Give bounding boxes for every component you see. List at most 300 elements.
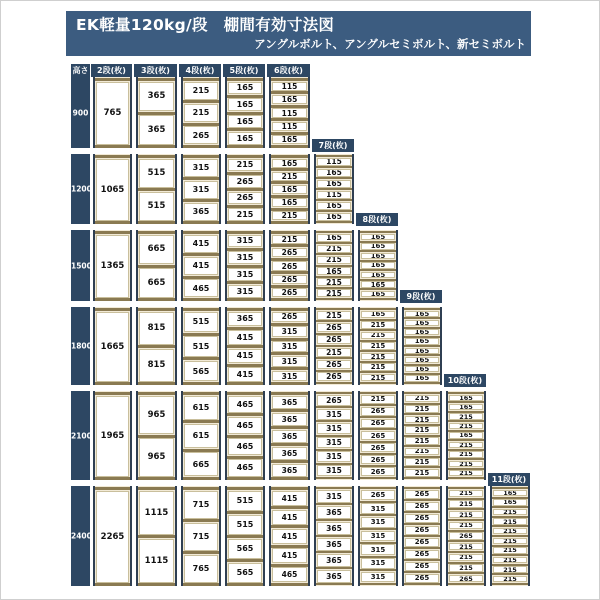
clearance-value: 265 <box>405 538 439 547</box>
row-height-value: 1200 <box>71 184 92 194</box>
clearance-value: 215 <box>317 245 351 253</box>
shelf-post-right <box>175 230 177 301</box>
clearance-value: 265 <box>405 562 439 571</box>
clearance-value: 315 <box>361 544 395 555</box>
clearance-value: 365 <box>272 413 307 426</box>
clearance-value: 965 <box>139 396 174 435</box>
shelf-post-left <box>181 307 183 385</box>
clearance-value: 215 <box>449 543 483 551</box>
clearance-value: 165 <box>405 348 439 354</box>
clearance-value: 465 <box>272 567 307 582</box>
shelf-post-left <box>181 77 183 148</box>
clearance-value: 315 <box>228 268 262 281</box>
clearance-value: 265 <box>361 419 395 428</box>
clearance-value: 765 <box>184 555 218 583</box>
clearance-value: 215 <box>493 518 527 525</box>
clearance-value: 215 <box>493 509 527 516</box>
shelf-post-right <box>308 77 310 148</box>
clearance-value: 165 <box>405 329 439 335</box>
clearance-value: 215 <box>272 235 307 244</box>
row-height-value: 1800 <box>71 341 92 351</box>
row-height-label <box>71 230 90 301</box>
shelf-unit <box>269 486 310 586</box>
shelf-post-right <box>396 486 398 586</box>
shelf-post-right <box>219 230 221 301</box>
shelf-post-left <box>93 307 95 385</box>
clearance-value: 265 <box>317 372 351 381</box>
shelf-board <box>183 583 219 586</box>
clearance-value: 315 <box>228 235 262 248</box>
shelf-unit <box>358 307 398 385</box>
clearance-value: 265 <box>361 431 395 440</box>
row-height-label <box>71 307 90 385</box>
clearance-value: 315 <box>228 285 262 298</box>
shelf-board <box>183 382 219 385</box>
clearance-value: 215 <box>361 353 395 361</box>
clearance-value: 2265 <box>96 491 129 583</box>
clearance-value: 715 <box>184 523 218 551</box>
shelf-unit <box>225 391 265 480</box>
clearance-value: 215 <box>449 413 483 419</box>
clearance-value: 1115 <box>139 539 174 583</box>
clearance-value: 165 <box>405 311 439 317</box>
shelf-unit <box>93 230 132 301</box>
clearance-value: 165 <box>449 395 483 401</box>
clearance-value: 365 <box>317 538 351 551</box>
clearance-value: 215 <box>272 211 307 220</box>
clearance-value: 765 <box>96 82 129 145</box>
clearance-value: 165 <box>272 185 307 194</box>
clearance-value: 165 <box>317 234 351 242</box>
clearance-value: 165 <box>493 499 527 506</box>
shelf-post-left <box>269 307 271 385</box>
clearance-value: 1115 <box>139 491 174 535</box>
shelf-unit <box>181 77 221 148</box>
clearance-value: 215 <box>405 469 439 477</box>
column-header: 9段(枚) <box>400 290 442 303</box>
clearance-value: 165 <box>272 95 307 104</box>
clearance-value: 715 <box>184 491 218 519</box>
column-header: 7段(枚) <box>312 139 354 152</box>
shelf-post-right <box>175 77 177 148</box>
shelf-post-right <box>440 307 442 385</box>
clearance-value: 1665 <box>96 312 129 382</box>
shelf-board <box>316 221 352 223</box>
clearance-value: 365 <box>317 522 351 535</box>
clearance-value: 365 <box>272 430 307 443</box>
clearance-value: 215 <box>493 566 527 573</box>
clearance-value: 165 <box>405 338 439 344</box>
clearance-value: 365 <box>317 554 351 567</box>
clearance-value: 215 <box>317 289 351 297</box>
shelf-board <box>138 145 175 148</box>
shelf-unit <box>402 486 442 586</box>
clearance-value: 115 <box>272 122 307 131</box>
shelf-board <box>138 298 175 301</box>
clearance-value: 415 <box>272 510 307 525</box>
clearance-value: 515 <box>228 491 262 511</box>
shelf-post-right <box>130 486 132 586</box>
clearance-value: 415 <box>184 235 218 253</box>
shelf-post-right <box>352 230 354 301</box>
column-header: 4段(枚) <box>179 64 221 77</box>
clearance-value: 665 <box>139 235 174 265</box>
clearance-value: 215 <box>449 511 483 519</box>
clearance-value: 315 <box>361 531 395 542</box>
shelf-unit <box>93 307 132 385</box>
clearance-value: 215 <box>361 321 395 329</box>
page-title: EK軽量120kg/段 棚間有効寸法図 <box>76 16 335 34</box>
shelf-board <box>271 145 308 148</box>
shelf-post-right <box>308 391 310 480</box>
clearance-value: 265 <box>228 175 262 188</box>
clearance-value: 465 <box>228 396 262 413</box>
shelf-board <box>183 221 219 224</box>
clearance-value: 215 <box>493 576 527 583</box>
clearance-value: 215 <box>405 458 439 466</box>
clearance-value: 215 <box>449 554 483 562</box>
clearance-value: 215 <box>361 363 395 371</box>
shelf-post-right <box>130 77 132 148</box>
clearance-value: 515 <box>139 192 174 221</box>
shelf-unit <box>269 230 310 301</box>
shelf-board <box>271 583 308 586</box>
shelf-post-right <box>219 307 221 385</box>
clearance-value: 265 <box>272 261 307 270</box>
shelf-post-left <box>269 230 271 301</box>
shelf-post-right <box>130 230 132 301</box>
shelf-board <box>404 477 440 479</box>
column-header: 11段(枚) <box>488 473 530 486</box>
clearance-value: 265 <box>405 490 439 499</box>
shelf-board <box>95 583 130 586</box>
shelf-unit <box>225 77 265 148</box>
clearance-value: 265 <box>317 395 351 406</box>
clearance-value: 265 <box>272 288 307 297</box>
clearance-value: 215 <box>449 500 483 508</box>
shelf-board <box>492 583 528 585</box>
clearance-value: 315 <box>361 503 395 514</box>
clearance-value: 315 <box>317 409 351 420</box>
clearance-value: 315 <box>361 517 395 528</box>
shelf-post-left <box>93 391 95 480</box>
clearance-value: 215 <box>493 557 527 564</box>
shelf-post-left <box>181 486 183 586</box>
clearance-value: 1065 <box>96 159 129 221</box>
shelf-unit <box>358 230 398 301</box>
shelf-post-right <box>440 391 442 480</box>
shelf-board <box>183 477 219 480</box>
shelf-unit <box>314 154 354 224</box>
clearance-value: 315 <box>272 341 307 352</box>
clearance-value: 215 <box>405 395 439 403</box>
clearance-value: 465 <box>228 417 262 434</box>
clearance-value: 565 <box>228 563 262 583</box>
shelf-post-left <box>93 77 95 148</box>
clearance-value: 515 <box>228 515 262 535</box>
row-height-value: 1500 <box>71 261 92 270</box>
clearance-value: 515 <box>184 312 218 333</box>
clearance-value: 315 <box>228 251 262 264</box>
clearance-value: 165 <box>317 180 351 188</box>
column-header: 3段(枚) <box>134 64 177 77</box>
clearance-value: 165 <box>361 243 395 250</box>
clearance-value: 265 <box>361 490 395 501</box>
row-height-label <box>71 154 90 224</box>
clearance-value: 265 <box>272 275 307 284</box>
shelf-unit <box>314 391 354 480</box>
clearance-value: 565 <box>228 539 262 559</box>
clearance-value: 365 <box>139 115 174 145</box>
clearance-value: 465 <box>228 459 262 476</box>
shelf-unit <box>93 154 132 224</box>
clearance-value: 315 <box>272 356 307 367</box>
clearance-value: 315 <box>184 181 218 199</box>
shelf-board <box>138 583 175 586</box>
clearance-value: 215 <box>449 470 483 476</box>
clearance-value: 165 <box>272 135 307 144</box>
clearance-value: 1365 <box>96 235 129 298</box>
shelf-unit <box>314 230 354 301</box>
clearance-value: 165 <box>317 267 351 275</box>
clearance-value: 165 <box>449 404 483 410</box>
clearance-value: 215 <box>272 172 307 181</box>
clearance-value: 215 <box>405 405 439 413</box>
clearance-value: 215 <box>405 426 439 434</box>
clearance-value: 215 <box>449 442 483 448</box>
clearance-value: 265 <box>361 407 395 416</box>
clearance-value: 215 <box>361 342 395 350</box>
row-height-label <box>71 486 90 586</box>
corner-header-cell: 高さ <box>72 66 89 75</box>
shelf-board <box>316 382 352 384</box>
clearance-value: 215 <box>493 547 527 554</box>
shelf-unit <box>136 391 177 480</box>
shelf-post-right <box>528 486 530 586</box>
shelf-unit <box>446 391 486 480</box>
shelf-post-left <box>269 391 271 480</box>
clearance-value: 315 <box>361 558 395 569</box>
clearance-value: 165 <box>361 291 395 298</box>
clearance-value: 315 <box>317 423 351 434</box>
shelf-board <box>360 477 396 479</box>
clearance-value: 415 <box>228 349 262 364</box>
shelf-board <box>404 382 440 384</box>
clearance-value: 215 <box>317 348 351 357</box>
shelf-unit <box>402 307 442 385</box>
shelf-board <box>138 477 175 480</box>
row-height-value: 900 <box>72 108 89 117</box>
shelf-post-right <box>130 154 132 224</box>
clearance-value: 115 <box>317 158 351 166</box>
clearance-value: 165 <box>272 159 307 168</box>
clearance-value: 615 <box>184 396 218 420</box>
clearance-value: 165 <box>361 311 395 319</box>
clearance-value: 165 <box>361 234 395 241</box>
clearance-value: 365 <box>317 570 351 583</box>
shelf-board <box>448 583 484 585</box>
clearance-value: 265 <box>317 360 351 369</box>
clearance-value: 165 <box>405 366 439 372</box>
shelf-post-right <box>484 391 486 480</box>
clearance-value: 165 <box>361 272 395 279</box>
shelf-unit <box>358 391 398 480</box>
clearance-value: 315 <box>184 159 218 177</box>
shelf-unit <box>446 486 486 586</box>
shelf-post-right <box>308 154 310 224</box>
clearance-value: 215 <box>405 437 439 445</box>
clearance-value: 215 <box>449 423 483 429</box>
clearance-value: 315 <box>361 572 395 583</box>
clearance-value: 315 <box>317 465 351 476</box>
shelf-post-left <box>93 154 95 224</box>
clearance-value: 265 <box>317 335 351 344</box>
shelf-post-right <box>352 391 354 480</box>
clearance-value: 215 <box>405 416 439 424</box>
clearance-value: 165 <box>317 213 351 221</box>
shelf-unit <box>314 486 354 586</box>
shelf-board <box>227 145 263 148</box>
clearance-value: 265 <box>272 248 307 257</box>
clearance-value: 265 <box>449 532 483 540</box>
shelf-post-left <box>269 77 271 148</box>
clearance-value: 365 <box>228 312 262 327</box>
shelf-board <box>271 221 308 224</box>
shelf-post-right <box>263 230 265 301</box>
clearance-value: 415 <box>272 548 307 563</box>
clearance-value: 215 <box>493 528 527 535</box>
clearance-value: 965 <box>139 438 174 477</box>
clearance-value: 415 <box>184 257 218 275</box>
shelf-post-right <box>396 230 398 301</box>
clearance-value: 265 <box>405 550 439 559</box>
shelf-board <box>138 221 175 224</box>
shelf-board <box>138 382 175 385</box>
clearance-value: 265 <box>228 192 262 205</box>
clearance-value: 815 <box>139 312 174 345</box>
clearance-value: 165 <box>405 375 439 381</box>
clearance-value: 1965 <box>96 396 129 477</box>
shelf-unit <box>358 486 398 586</box>
shelf-unit <box>136 77 177 148</box>
clearance-value: 265 <box>361 467 395 476</box>
shelf-board <box>316 477 352 479</box>
clearance-value: 165 <box>361 262 395 269</box>
shelf-board <box>360 583 396 585</box>
clearance-value: 365 <box>272 464 307 477</box>
clearance-value: 265 <box>184 126 218 144</box>
clearance-value: 215 <box>449 461 483 467</box>
shelf-board <box>448 477 484 479</box>
clearance-value: 215 <box>405 448 439 456</box>
clearance-value: 115 <box>272 82 307 91</box>
row-height-label <box>71 391 90 480</box>
clearance-value: 115 <box>317 191 351 199</box>
shelf-post-right <box>308 486 310 586</box>
clearance-value: 165 <box>361 281 395 288</box>
shelf-board <box>360 382 396 384</box>
page-subtitle: アングルボルト、アングルセミボルト、新セミボルト <box>254 37 526 51</box>
shelf-post-right <box>175 307 177 385</box>
shelf-post-right <box>352 154 354 224</box>
clearance-value: 265 <box>405 526 439 535</box>
shelf-board <box>183 298 219 301</box>
shelf-board <box>271 477 308 480</box>
clearance-value: 165 <box>317 202 351 210</box>
clearance-value: 365 <box>272 447 307 460</box>
shelf-unit <box>136 486 177 586</box>
shelf-post-right <box>175 154 177 224</box>
shelf-unit <box>181 391 221 480</box>
shelf-post-left <box>181 230 183 301</box>
clearance-value: 465 <box>184 279 218 297</box>
clearance-value: 165 <box>228 115 262 128</box>
clearance-value: 365 <box>317 506 351 519</box>
clearance-value: 815 <box>139 349 174 382</box>
clearance-value: 215 <box>317 256 351 264</box>
clearance-value: 665 <box>184 452 218 476</box>
shelf-post-left <box>181 391 183 480</box>
shelf-post-right <box>130 391 132 480</box>
clearance-value: 215 <box>361 395 395 404</box>
shelf-unit <box>269 391 310 480</box>
shelf-post-right <box>130 307 132 385</box>
shelf-post-left <box>93 486 95 586</box>
clearance-value: 265 <box>405 502 439 511</box>
shelf-unit <box>225 486 265 586</box>
shelf-unit <box>225 230 265 301</box>
shelf-post-right <box>175 486 177 586</box>
clearance-value: 315 <box>272 371 307 382</box>
clearance-value: 215 <box>449 564 483 572</box>
shelf-board <box>95 298 130 301</box>
clearance-value: 415 <box>228 367 262 382</box>
shelf-post-left <box>269 486 271 586</box>
shelf-unit <box>225 307 265 385</box>
shelf-post-left <box>269 154 271 224</box>
shelf-post-right <box>308 230 310 301</box>
shelf-post-right <box>219 77 221 148</box>
clearance-value: 415 <box>272 491 307 506</box>
row-height-value: 2400 <box>71 531 92 541</box>
clearance-value: 215 <box>184 104 218 122</box>
clearance-value: 515 <box>184 336 218 357</box>
clearance-value: 165 <box>449 432 483 438</box>
shelf-post-right <box>263 307 265 385</box>
clearance-value: 165 <box>361 253 395 260</box>
clearance-value: 215 <box>449 451 483 457</box>
clearance-value: 215 <box>317 311 351 320</box>
column-header: 10段(枚) <box>444 374 486 387</box>
shelf-board <box>271 298 308 301</box>
clearance-value: 265 <box>405 574 439 583</box>
clearance-value: 165 <box>228 82 262 95</box>
shelf-board <box>183 145 219 148</box>
shelf-post-right <box>219 391 221 480</box>
column-header: 2段(枚) <box>91 64 132 77</box>
clearance-value: 165 <box>493 490 527 497</box>
clearance-value: 265 <box>361 455 395 464</box>
clearance-value: 215 <box>228 159 262 172</box>
shelf-post-left <box>181 154 183 224</box>
row-height-label <box>71 77 90 148</box>
clearance-value: 215 <box>449 490 483 498</box>
clearance-value: 365 <box>184 203 218 221</box>
shelf-board <box>227 583 263 586</box>
shelf-board <box>227 298 263 301</box>
clearance-value: 165 <box>317 169 351 177</box>
shelf-unit <box>181 230 221 301</box>
